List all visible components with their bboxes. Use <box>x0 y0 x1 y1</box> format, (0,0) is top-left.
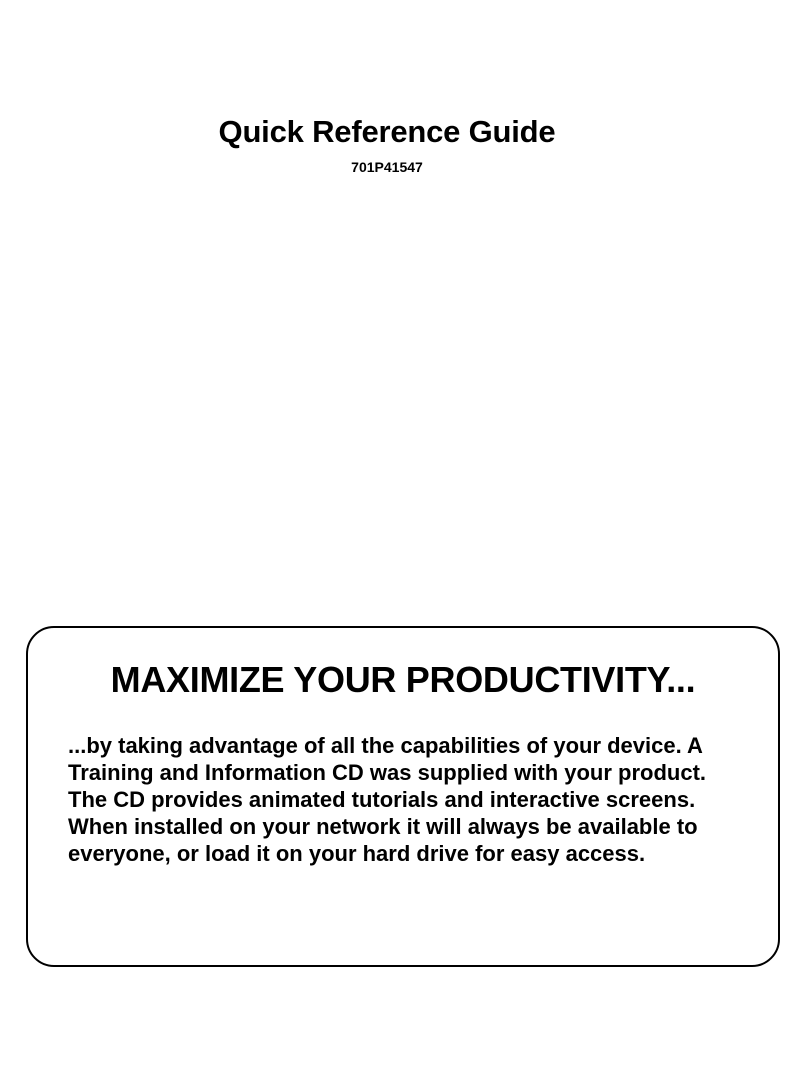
part-number: 701P41547 <box>351 159 423 175</box>
document-title: Quick Reference Guide <box>218 114 556 149</box>
callout-body-line: ...by taking advantage of all the capabilities of your device. A <box>68 733 703 758</box>
callout-body-line: When installed on your network it will always be available to <box>68 814 698 839</box>
callout-body-line: everyone, or load it on your hard drive for easy access. <box>68 841 646 866</box>
callout-body-line: Training and Information CD was supplied with your product. <box>68 760 707 785</box>
callout-heading: MAXIMIZE YOUR PRODUCTIVITY... <box>110 659 696 700</box>
callout-body-line: The CD provides animated tutorials and interactive screens. <box>68 787 696 812</box>
productivity-callout-box <box>26 626 780 967</box>
callout-body <box>68 732 758 867</box>
